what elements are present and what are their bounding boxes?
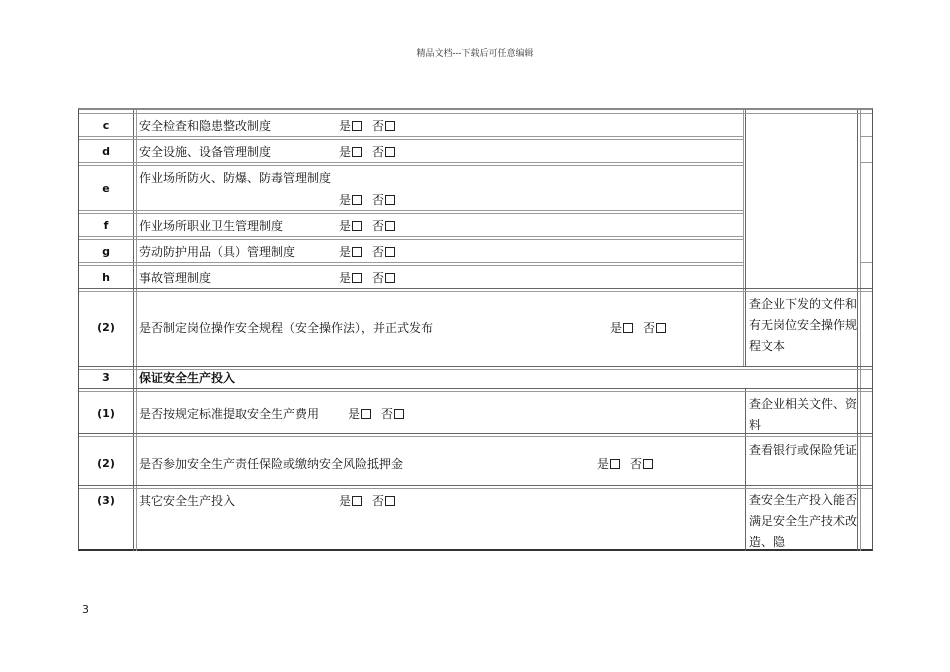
no-label: 否 xyxy=(372,245,385,259)
check-method-note: 查看银行或保险凭证 xyxy=(749,443,858,457)
row-line xyxy=(79,265,743,266)
yes-checkbox[interactable] xyxy=(352,221,362,231)
row-text: 是否参加安全生产责任保险或缴纳安全风险抵押金 xyxy=(139,457,404,471)
yes-checkbox[interactable] xyxy=(352,147,362,157)
row-text: 是否按规定标准提取安全生产费用 xyxy=(139,407,320,421)
yes-checkbox[interactable] xyxy=(352,121,362,131)
yes-label: 是 xyxy=(339,119,352,133)
no-label: 否 xyxy=(381,407,394,421)
row-line xyxy=(79,236,743,237)
row-line xyxy=(79,391,872,392)
yes-no-choice xyxy=(339,244,395,260)
row-line xyxy=(79,436,872,437)
row-text: 作业场所职业卫生管理制度 xyxy=(139,219,284,233)
row-line xyxy=(79,388,872,389)
row-number: (2) xyxy=(97,457,115,470)
no-checkbox[interactable] xyxy=(394,409,404,419)
page-header-note: 精品文档---下载后可任意编辑 xyxy=(416,49,534,59)
row-text: 安全设施、设备管理制度 xyxy=(139,145,272,159)
row-text: 事故管理制度 xyxy=(139,271,212,285)
row-number: (3) xyxy=(97,494,115,507)
yes-checkbox[interactable] xyxy=(352,195,362,205)
no-label: 否 xyxy=(372,119,385,133)
no-checkbox[interactable] xyxy=(656,323,666,333)
yes-label: 是 xyxy=(339,494,352,508)
check-method-note: 查企业相关文件、资料 xyxy=(749,397,858,432)
checklist-table xyxy=(78,108,873,551)
yes-no-choice xyxy=(339,493,395,509)
yes-checkbox[interactable] xyxy=(361,409,371,419)
no-checkbox[interactable] xyxy=(385,121,395,131)
row-line xyxy=(79,113,872,114)
row-number: c xyxy=(102,119,110,132)
yes-no-choice xyxy=(597,456,653,472)
row-line xyxy=(79,366,872,367)
yes-label: 是 xyxy=(348,407,361,421)
row-number: h xyxy=(102,271,110,284)
yes-label: 是 xyxy=(597,457,610,471)
row-number: (1) xyxy=(97,407,115,420)
yes-label: 是 xyxy=(339,193,352,207)
yes-no-choice xyxy=(339,192,395,208)
yes-checkbox[interactable] xyxy=(352,273,362,283)
row-number: f xyxy=(103,219,109,232)
yes-label: 是 xyxy=(610,321,623,335)
yes-label: 是 xyxy=(339,271,352,285)
no-checkbox[interactable] xyxy=(385,496,395,506)
row-line xyxy=(79,162,743,163)
row-number: e xyxy=(102,182,110,195)
no-checkbox[interactable] xyxy=(385,247,395,257)
check-method-note: 查企业下发的文件和有无岗位安全操作规程文本 xyxy=(749,297,858,353)
check-method-note: 查安全生产投入能否满足安全生产技术改造、隐 xyxy=(749,493,858,549)
yes-no-choice xyxy=(339,118,395,134)
page-number: 3 xyxy=(82,603,89,616)
row-line xyxy=(860,262,872,263)
row-line xyxy=(79,262,743,263)
yes-label: 是 xyxy=(339,145,352,159)
yes-no-choice xyxy=(339,218,395,234)
row-line xyxy=(860,162,872,163)
row-line xyxy=(79,210,743,211)
yes-checkbox[interactable] xyxy=(352,496,362,506)
row-number: d xyxy=(102,145,110,158)
no-checkbox[interactable] xyxy=(385,195,395,205)
row-line xyxy=(79,488,872,489)
yes-label: 是 xyxy=(339,245,352,259)
row-text: 作业场所防火、防爆、防毒管理制度 xyxy=(139,171,332,185)
no-checkbox[interactable] xyxy=(643,459,653,469)
col-divider-note-lower xyxy=(745,388,746,551)
no-label: 否 xyxy=(630,457,643,471)
section-title: 保证安全生产投入 xyxy=(139,371,236,385)
yes-no-choice xyxy=(610,320,666,336)
row-number: g xyxy=(102,245,110,258)
col-divider-note-inner xyxy=(743,110,744,366)
row-line xyxy=(79,213,743,214)
row-line xyxy=(79,485,872,486)
yes-no-choice xyxy=(339,270,395,286)
yes-checkbox[interactable] xyxy=(610,459,620,469)
row-text: 其它安全生产投入 xyxy=(139,494,236,508)
no-label: 否 xyxy=(372,219,385,233)
row-line xyxy=(79,288,872,289)
yes-label: 是 xyxy=(339,219,352,233)
col-divider-note xyxy=(745,110,746,366)
row-line xyxy=(79,136,743,137)
yes-no-choice xyxy=(339,144,395,160)
no-label: 否 xyxy=(643,321,656,335)
no-label: 否 xyxy=(372,494,385,508)
yes-no-choice xyxy=(348,406,404,422)
row-line xyxy=(79,139,743,140)
no-checkbox[interactable] xyxy=(385,273,395,283)
row-text: 安全检查和隐患整改制度 xyxy=(139,119,272,133)
yes-checkbox[interactable] xyxy=(623,323,633,333)
row-text: 是否制定岗位操作安全规程（安全操作法），并正式发布 xyxy=(139,321,434,335)
no-label: 否 xyxy=(372,145,385,159)
row-line xyxy=(79,239,743,240)
section-number: 3 xyxy=(102,371,110,384)
no-checkbox[interactable] xyxy=(385,221,395,231)
row-line xyxy=(79,165,743,166)
row-number: (2) xyxy=(97,321,115,334)
row-line xyxy=(860,136,872,137)
row-line xyxy=(79,291,872,292)
no-label: 否 xyxy=(372,271,385,285)
row-text: 劳动防护用品（具）管理制度 xyxy=(139,245,296,259)
yes-checkbox[interactable] xyxy=(352,247,362,257)
no-checkbox[interactable] xyxy=(385,147,395,157)
no-label: 否 xyxy=(372,193,385,207)
